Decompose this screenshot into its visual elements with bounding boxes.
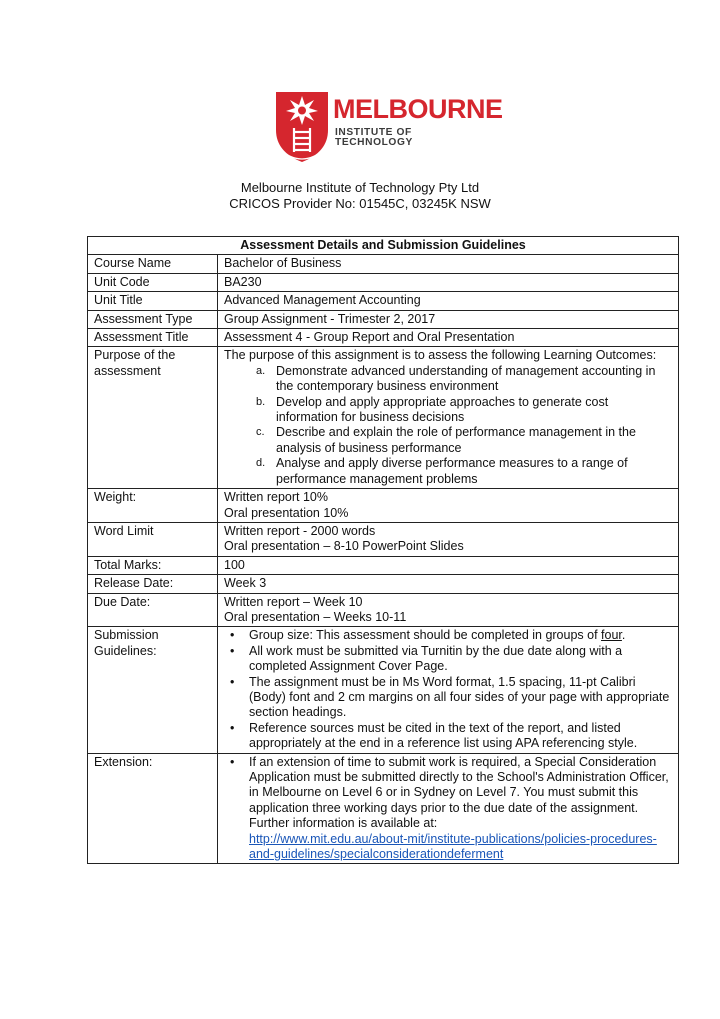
table-row bbox=[88, 593, 679, 627]
table-row bbox=[88, 273, 679, 291]
list-item bbox=[256, 456, 672, 487]
table-row bbox=[88, 347, 679, 489]
submission-text: Reference sources must be cited in the text of the report, and listed appropriately at the end in a reference list using APA referencing style. bbox=[249, 720, 638, 751]
bullet-icon: • bbox=[230, 643, 235, 658]
logo-wordmark: MELBOURNE bbox=[333, 94, 503, 124]
outcome-text: Develop and apply appropriate approaches to generate cost information for business decisions bbox=[276, 394, 609, 425]
list-marker: b. bbox=[256, 395, 266, 408]
weight-label: Weight: bbox=[88, 489, 218, 523]
due-date-oral: Oral presentation – Weeks 10-11 bbox=[224, 609, 407, 624]
purpose-value bbox=[218, 347, 679, 489]
course-name-label: Course Name bbox=[88, 255, 218, 273]
weight-report: Written report 10% bbox=[224, 490, 328, 505]
unit-code-value: BA230 bbox=[218, 273, 679, 291]
submission-value bbox=[218, 627, 679, 753]
logo-subtitle: INSTITUTE OF TECHNOLOGY bbox=[335, 127, 413, 149]
cricos-line: CRICOS Provider No: 01545C, 03245K NSW bbox=[229, 196, 491, 211]
list-item bbox=[256, 425, 672, 456]
table-row bbox=[88, 489, 679, 523]
release-date-label: Release Date: bbox=[88, 575, 218, 593]
list-item bbox=[256, 395, 672, 426]
table-row bbox=[88, 522, 679, 556]
purpose-label: Purpose of the assessment bbox=[88, 347, 218, 489]
mit-seal-icon bbox=[272, 86, 332, 166]
bullet-icon: • bbox=[230, 628, 235, 643]
weight-value bbox=[218, 489, 679, 523]
bullet-icon: • bbox=[230, 674, 235, 689]
list-item bbox=[228, 755, 672, 863]
list-item bbox=[228, 628, 672, 643]
purpose-intro: The purpose of this assignment is to assess the following Learning Outcomes: bbox=[224, 348, 657, 363]
group-size-prefix: Group size: This assessment should be completed in groups of bbox=[249, 628, 602, 643]
unit-title-value: Advanced Management Accounting bbox=[218, 292, 679, 310]
table-row bbox=[88, 556, 679, 574]
extension-value bbox=[218, 753, 679, 864]
learning-outcomes-list bbox=[224, 364, 672, 487]
assessment-title-value: Assessment 4 - Group Report and Oral Presentation bbox=[218, 329, 679, 347]
list-marker: a. bbox=[256, 364, 266, 377]
table-row bbox=[88, 310, 679, 328]
list-marker: c. bbox=[256, 426, 265, 439]
total-marks-label: Total Marks: bbox=[88, 556, 218, 574]
list-item bbox=[228, 675, 672, 721]
extension-list bbox=[224, 755, 672, 863]
bullet-icon: • bbox=[230, 720, 235, 735]
outcome-text: Analyse and apply diverse performance measures to a range of performance management problems bbox=[276, 456, 628, 486]
list-item bbox=[228, 644, 672, 675]
submission-text: The assignment must be in Ms Word format, 1.5 spacing, 11-pt Calibri (Body) font and 2 cm margins on all four sides of your page with appropriate section headings. bbox=[249, 674, 670, 720]
list-marker: d. bbox=[256, 457, 266, 470]
table-row bbox=[88, 627, 679, 753]
list-item bbox=[256, 364, 672, 395]
extension-text: If an extension of time to submit work is required, a Special Consideration Application must be submitted directly to the School's Administration Officer, in Melbourne on Level 6 or in Sydney on Level 7. You must submit this application three working days prior to the due date of the assignment. Further information is available at: bbox=[249, 754, 669, 831]
list-item bbox=[228, 721, 672, 752]
table-row bbox=[88, 753, 679, 864]
weight-oral: Oral presentation 10% bbox=[224, 505, 349, 520]
group-size-value: four bbox=[601, 628, 622, 643]
outcome-text: Demonstrate advanced understanding of management accounting in the contemporary business environment bbox=[276, 363, 656, 394]
submission-list bbox=[224, 628, 672, 751]
release-date-value: Week 3 bbox=[218, 575, 679, 593]
total-marks-value: 100 bbox=[218, 556, 679, 574]
word-limit-label: Word Limit bbox=[88, 522, 218, 556]
table-row bbox=[88, 329, 679, 347]
group-size-suffix: . bbox=[621, 628, 626, 643]
due-date-report: Written report – Week 10 bbox=[224, 594, 363, 609]
table-row bbox=[88, 292, 679, 310]
special-consideration-link[interactable]: http://www.mit.edu.au/about-mit/institute-publications/policies-procedures-and-guidelines/specialconsiderationdeferment bbox=[249, 831, 657, 862]
table-title-row bbox=[88, 237, 679, 255]
due-date-value bbox=[218, 593, 679, 627]
assessment-type-label: Assessment Type bbox=[88, 310, 218, 328]
submission-label: Submission Guidelines: bbox=[88, 627, 218, 753]
document-header bbox=[0, 180, 720, 212]
word-limit-oral: Oral presentation – 8-10 PowerPoint Slides bbox=[224, 539, 464, 554]
assessment-type-value: Group Assignment - Trimester 2, 2017 bbox=[218, 310, 679, 328]
unit-title-label: Unit Title bbox=[88, 292, 218, 310]
table-row bbox=[88, 255, 679, 273]
assessment-title-label: Assessment Title bbox=[88, 329, 218, 347]
mit-logo bbox=[272, 86, 503, 166]
assessment-details-table bbox=[87, 236, 679, 864]
course-name-value: Bachelor of Business bbox=[218, 255, 679, 273]
unit-code-label: Unit Code bbox=[88, 273, 218, 291]
extension-label: Extension: bbox=[88, 753, 218, 864]
due-date-label: Due Date: bbox=[88, 593, 218, 627]
submission-text: All work must be submitted via Turnitin by the due date along with a completed Assignment Cover Page. bbox=[249, 643, 623, 674]
bullet-icon: • bbox=[230, 754, 235, 769]
org-name: Melbourne Institute of Technology Pty Ltd bbox=[240, 180, 480, 195]
table-row bbox=[88, 575, 679, 593]
outcome-text: Describe and explain the role of performance management in the analysis of business performance bbox=[276, 425, 636, 455]
table-title: Assessment Details and Submission Guidelines bbox=[88, 237, 679, 255]
word-limit-value bbox=[218, 522, 679, 556]
word-limit-report: Written report - 2000 words bbox=[224, 523, 376, 538]
